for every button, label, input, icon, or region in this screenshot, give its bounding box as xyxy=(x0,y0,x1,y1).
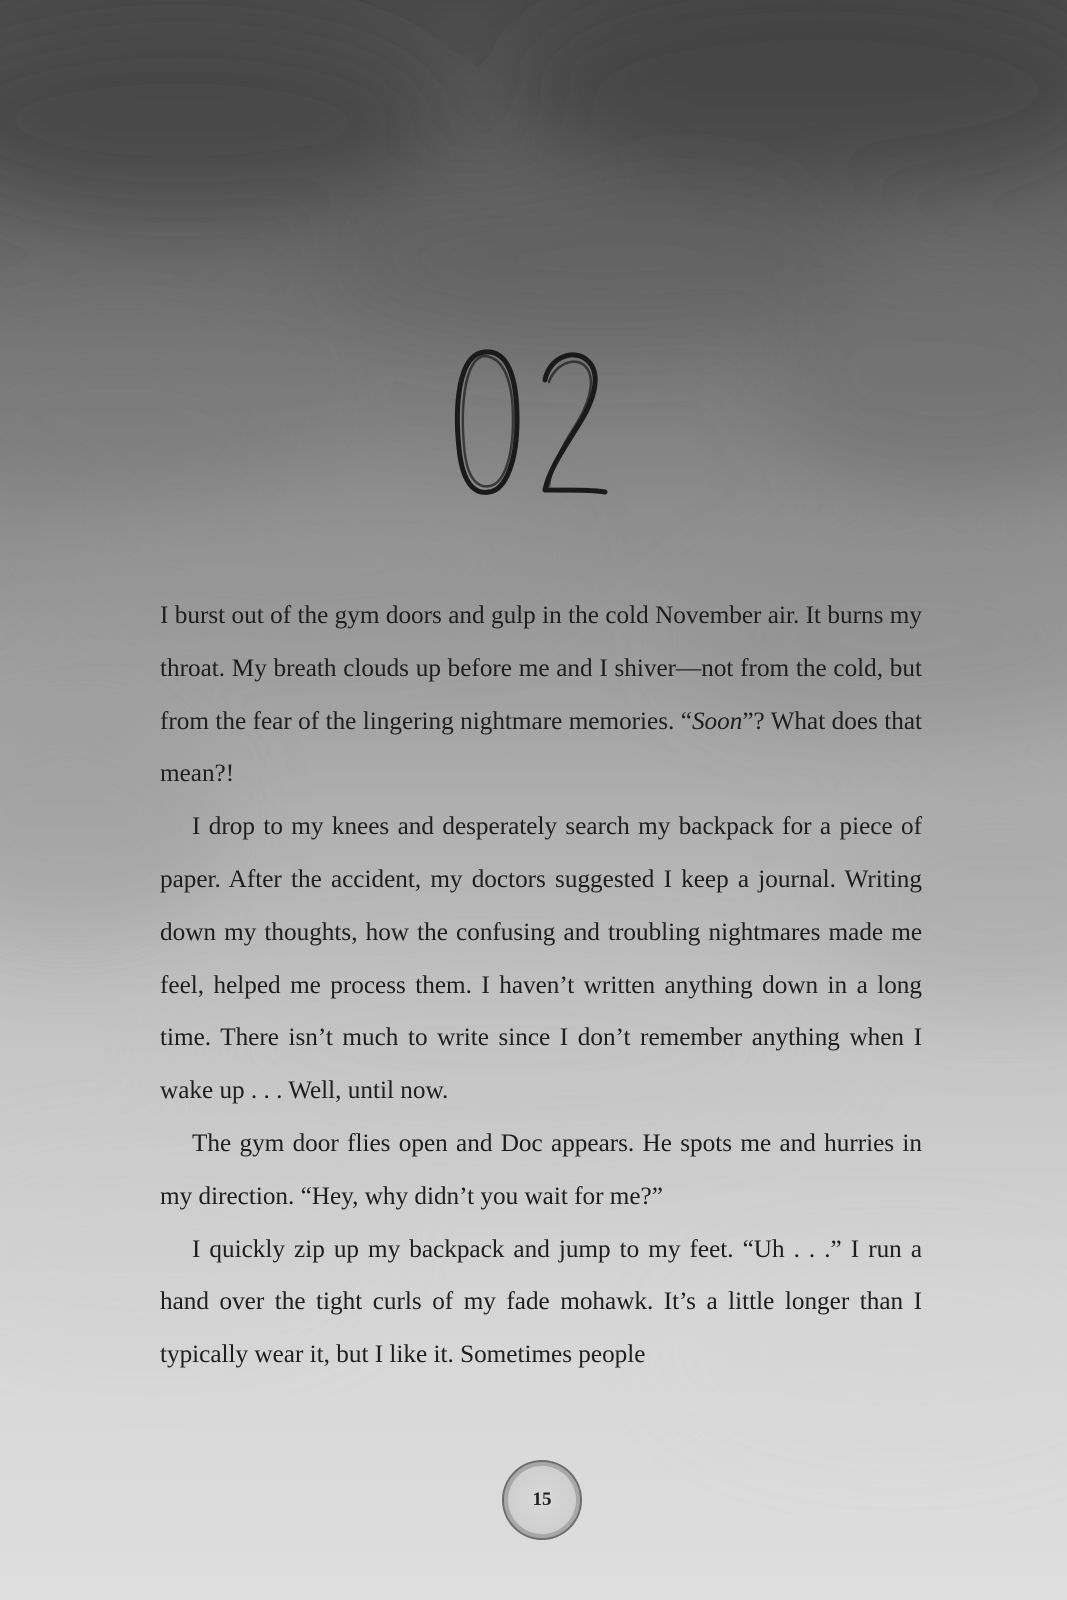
chapter-number xyxy=(433,340,633,520)
chapter-body-text xyxy=(160,590,922,1382)
page-number: 15 xyxy=(532,1489,552,1510)
paragraph-1-text-after: ”? What does that mean?! xyxy=(160,707,922,788)
paragraph-1-emphasis: Soon xyxy=(691,707,743,735)
chapter-number-lettering xyxy=(433,340,633,520)
page-number-badge xyxy=(502,1460,582,1540)
paragraph-4: I quickly zip up my backpack and jump to my feet. “Uh . . .” I run a hand over the tight curls of my fade mohawk. It’s a little longer than I typically wear it, but I like it. Sometimes people xyxy=(160,1235,922,1369)
paragraph-1-text: I burst out of the gym doors and gulp in the cold November air. It burns my throat. My breath clouds up before me and I shiver—not from the cold, but from the fear of the lingering nightmare memories. “ xyxy=(160,602,922,735)
paragraph-3: The gym door flies open and Doc appears. He spots me and hurries in my direction. “Hey, why didn’t you wait for me?” xyxy=(160,1129,922,1210)
paragraph-1 xyxy=(160,590,922,801)
paragraph-2: I drop to my knees and desperately search my backpack for a piece of paper. After the accident, my doctors suggested I keep a journal. Writing down my thoughts, how the confusing and troubling nightmares made me feel, helped me process them. I haven’t written anything down in a long time. There isn’t much to write since I don’t remember anything when I wake up . . . Well, until now. xyxy=(160,813,922,1105)
